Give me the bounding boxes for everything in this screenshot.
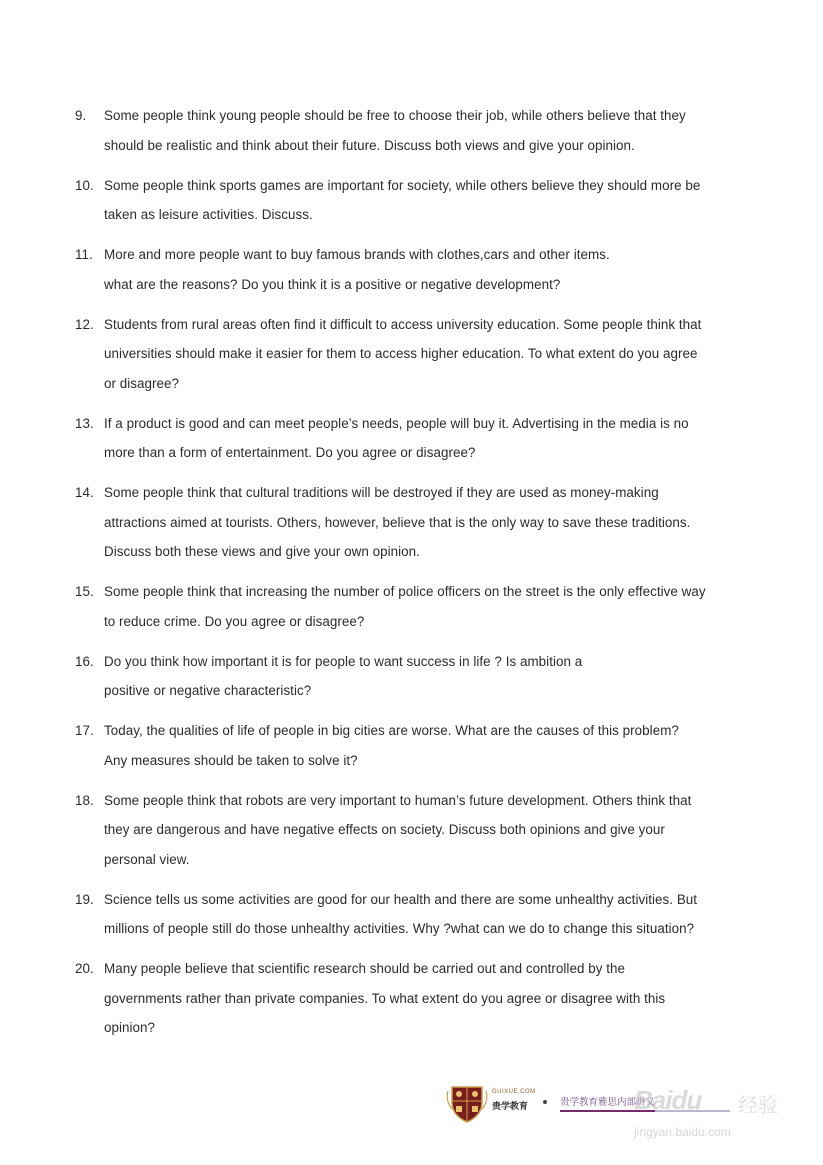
question-item [0, 647, 823, 706]
question-number: 17. [75, 723, 94, 738]
question-number: 18. [75, 792, 94, 808]
watermark-url: jingyan.baidu.com [634, 1125, 731, 1139]
question-text [104, 101, 753, 160]
question-text [104, 885, 753, 944]
question-line: Discuss both these views and give your own opinion. [104, 544, 420, 559]
question-text [104, 310, 753, 399]
question-list [0, 101, 823, 1053]
page-footer [446, 1083, 786, 1143]
question-text [104, 716, 753, 775]
question-line: to reduce crime. Do you agree or disagree? [104, 613, 365, 629]
question-number: 20. [75, 961, 94, 976]
question-number: 16. [75, 653, 94, 669]
question-line: what are the reasons? Do you think it is a positive or negative development? [104, 276, 561, 292]
footer-dot [543, 1100, 547, 1104]
question-text [104, 577, 753, 636]
crest-logo-icon [446, 1083, 488, 1123]
question-number: 11. [75, 247, 93, 262]
footer-brand: 贵学教育 [492, 1101, 529, 1111]
question-line: Some people think that increasing the number of police officers on the street is the only effective way [104, 584, 706, 599]
watermark-logo: Baidu [634, 1085, 702, 1115]
question-text [104, 786, 753, 875]
question-item [0, 478, 823, 567]
question-line: More and more people want to buy famous brands with clothes,cars and other items. [104, 247, 610, 262]
footer-tag: 贵学教育雅思内部讲义 [560, 1097, 656, 1108]
question-text [104, 171, 753, 230]
question-line: should be realistic and think about their future. Discuss both views and give your opinion. [104, 137, 635, 153]
question-number: 10. [75, 177, 94, 193]
question-item [0, 101, 823, 160]
question-item [0, 786, 823, 875]
question-line: governments rather than private companies. To what extent do you agree or disagree with this [104, 990, 666, 1006]
question-number: 13. [75, 415, 94, 431]
question-item [0, 171, 823, 230]
question-text [104, 240, 753, 299]
question-item [0, 310, 823, 399]
question-text [104, 647, 753, 706]
question-line: opinion? [104, 1020, 156, 1035]
question-item [0, 716, 823, 775]
question-text [104, 954, 753, 1043]
question-item [0, 409, 823, 468]
question-line: millions of people still do those unhealthy activities. Why ?what can we do to change this situation? [104, 921, 695, 936]
question-line: Some people think sports games are important for society, while others believe they should more be [104, 177, 701, 193]
question-item [0, 885, 823, 944]
question-item [0, 240, 823, 299]
footer-site: GUIXUE.COM [492, 1089, 536, 1095]
question-text [104, 409, 753, 468]
question-line: Any measures should be taken to solve it? [104, 752, 358, 768]
question-line: Some people think that cultural traditions will be destroyed if they are used as money-making [104, 485, 659, 500]
question-line: Some people think young people should be free to choose their job, while others believe that they [104, 108, 686, 123]
baidu-watermark [634, 1085, 784, 1141]
question-line: positive or negative characteristic? [104, 683, 312, 698]
question-number: 15. [75, 584, 94, 599]
question-item [0, 577, 823, 636]
question-line: Some people think that robots are very important to human’s future development. Others think that [104, 792, 692, 808]
question-line: more than a form of entertainment. Do you agree or disagree? [104, 445, 476, 460]
question-number: 12. [75, 316, 94, 332]
question-line: Many people believe that scientific research should be carried out and controlled by the [104, 961, 625, 976]
question-line: or disagree? [104, 375, 180, 391]
question-line: Science tells us some activities are good for our health and there are some unhealthy activities. But [104, 891, 698, 907]
question-text [104, 478, 753, 567]
question-number: 14. [75, 485, 94, 500]
question-line: Today, the qualities of life of people in big cities are worse. What are the causes of this problem? [104, 723, 679, 738]
question-line: universities should make it easier for them to access higher education. To what extent do you agree [104, 346, 698, 361]
question-item [0, 954, 823, 1043]
question-line: personal view. [104, 851, 190, 867]
question-line: If a product is good and can meet people’s needs, people will buy it. Advertising in the media is no [104, 415, 689, 431]
question-line: Students from rural areas often find it difficult to access university education. Some people think that [104, 316, 702, 332]
watermark-cn: 经验 [738, 1095, 778, 1117]
question-number: 9. [75, 108, 87, 123]
question-line: attractions aimed at tourists. Others, however, believe that is the only way to save these traditions. [104, 514, 691, 530]
question-line: taken as leisure activities. Discuss. [104, 207, 313, 222]
question-number: 19. [75, 891, 94, 907]
question-line: they are dangerous and have negative effects on society. Discuss both opinions and give your [104, 822, 665, 837]
question-line: Do you think how important it is for people to want success in life ? Is ambition a [104, 653, 583, 669]
